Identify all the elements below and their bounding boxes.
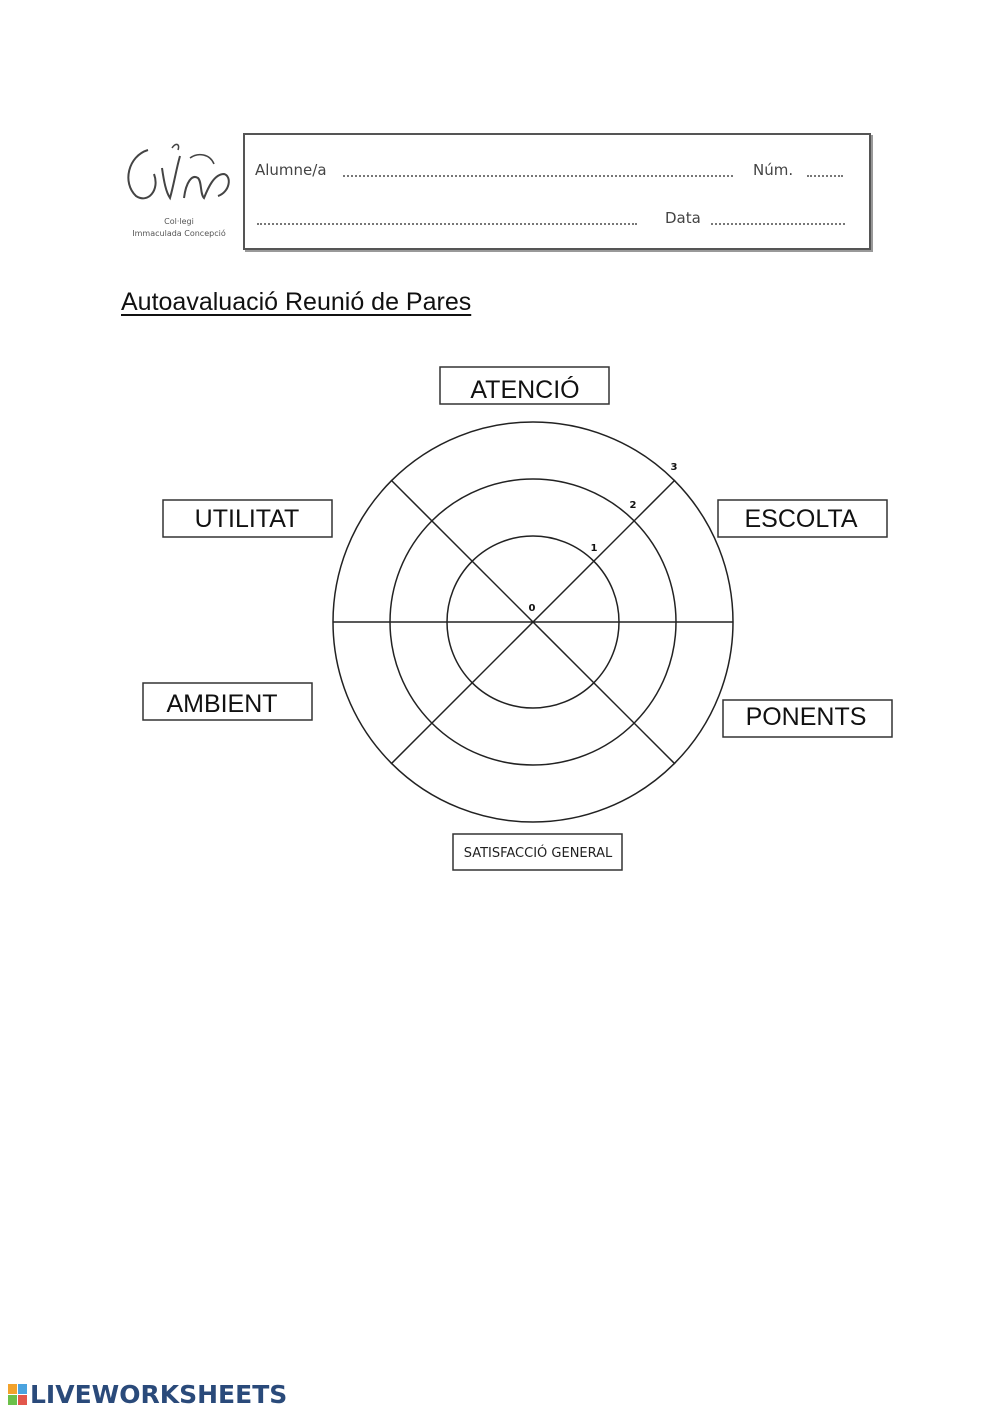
- category-ponents: [723, 700, 892, 737]
- scale-label-1: 1: [590, 543, 598, 554]
- liveworksheets-logo-icon: [8, 1384, 28, 1406]
- wheel-axes: [333, 480, 733, 764]
- liveworksheets-brand[interactable]: LIVEWORKSHEETS: [30, 1380, 288, 1409]
- date-label: Data: [665, 209, 701, 227]
- category-utilitat: [163, 500, 332, 537]
- category-label-satisfaccio-general: SATISFACCIÓ GENERAL: [463, 846, 613, 861]
- number-label: Núm.: [753, 161, 794, 179]
- logo-text-line1: Col·legi: [164, 217, 194, 226]
- page-title: Autoavaluació Reunió de Pares: [121, 288, 472, 316]
- category-ambient: [143, 683, 312, 720]
- scale-label-3: 3: [670, 462, 678, 473]
- category-satisfaccio-general: [453, 834, 622, 870]
- logo-text-line2: Immaculada Concepció: [132, 229, 226, 238]
- category-label-ponents: PONENTS: [745, 703, 867, 731]
- category-escolta: [718, 500, 887, 537]
- category-atencio: [440, 367, 609, 404]
- scale-label-0: 0: [528, 603, 536, 614]
- category-label-escolta: ESCOLTA: [744, 505, 858, 533]
- scale-label-2: 2: [629, 500, 637, 511]
- student-label: Alumne/a: [255, 161, 327, 179]
- category-label-utilitat: UTILITAT: [194, 505, 300, 533]
- category-label-atencio: ATENCIÓ: [470, 376, 580, 404]
- category-label-ambient: AMBIENT: [166, 690, 278, 718]
